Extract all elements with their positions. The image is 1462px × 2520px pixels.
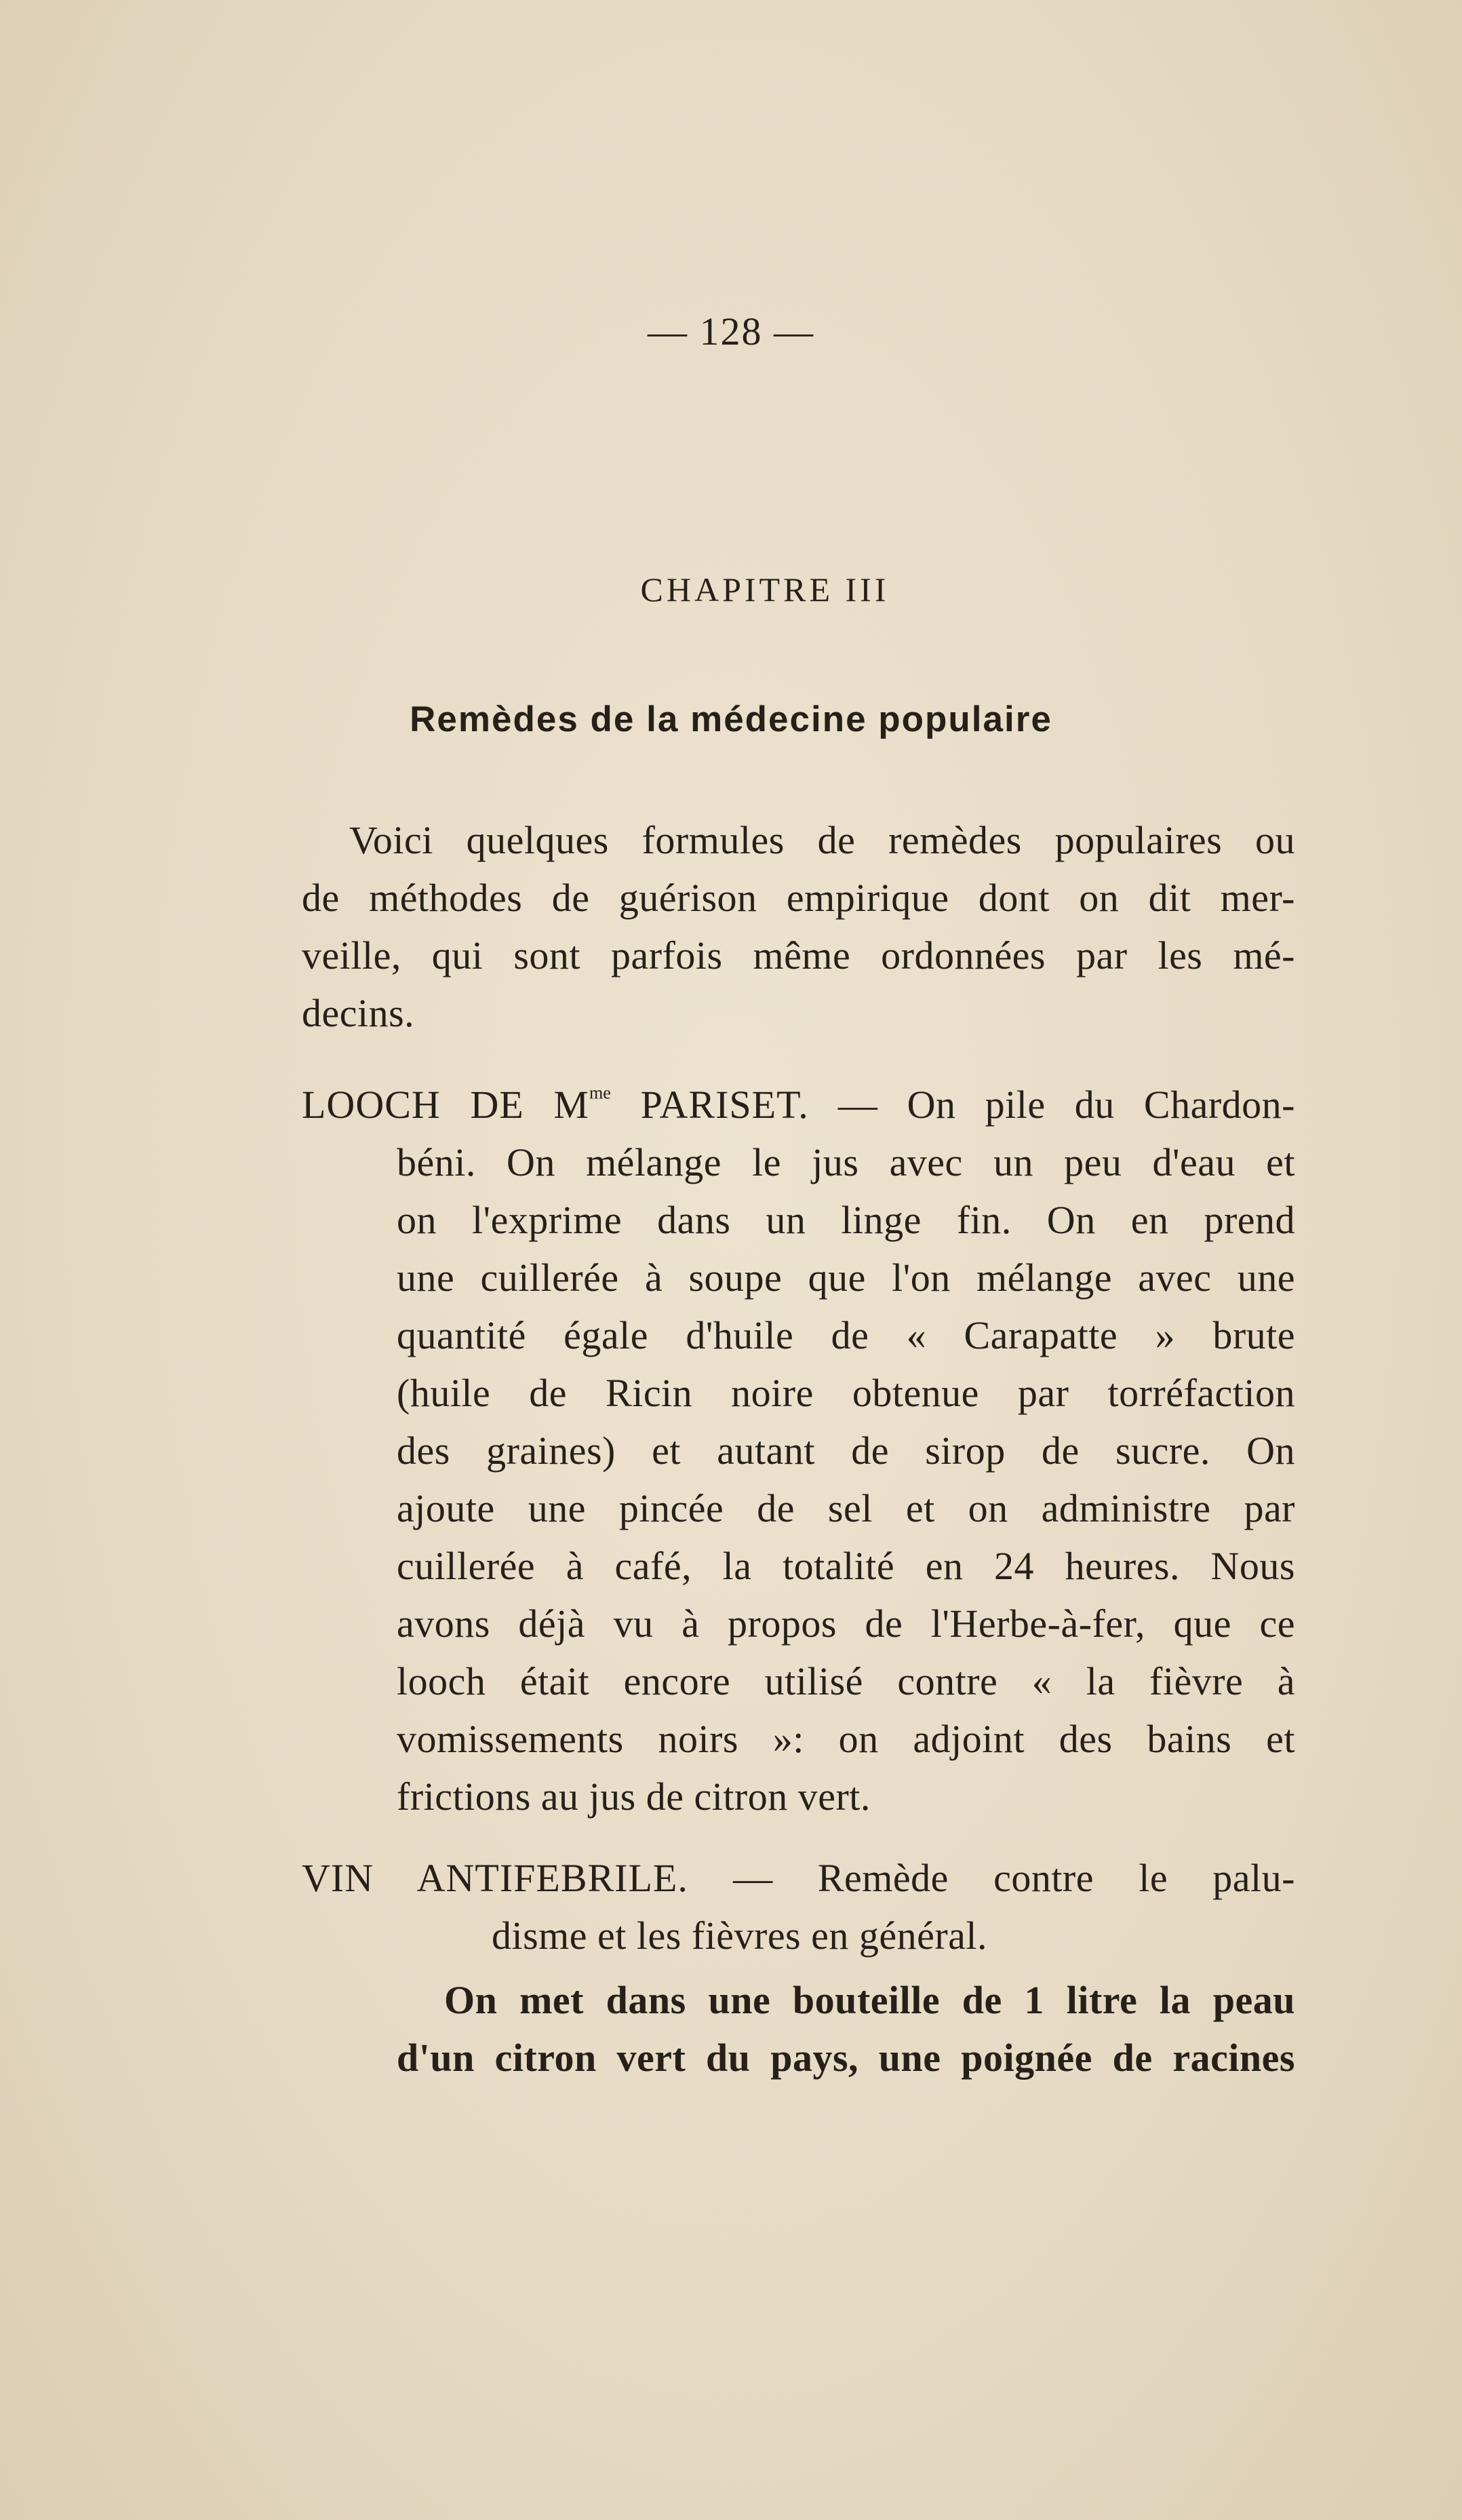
vin-para-line-1: On met dans une bouteille de 1 litre la peau <box>444 1978 1295 2022</box>
looch-line-2: béni. On mélange le jus avec un peu d'eau et <box>397 1140 1295 1184</box>
section-title: Remèdes de la médecine populaire <box>410 699 1052 739</box>
looch-line-3: on l'exprime dans un linge fin. On en prend <box>397 1198 1295 1242</box>
intro-line-4: decins. <box>302 991 415 1035</box>
looch-line-10: avons déjà vu à propos de l'Herbe-à-fer, que ce <box>397 1602 1295 1646</box>
looch-line-6: (huile de Ricin noire obtenue par torréfaction <box>397 1371 1295 1415</box>
looch-line-12: vomissements noirs »: on adjoint des bains et <box>397 1717 1295 1761</box>
chapter-heading: CHAPITRE III <box>640 570 890 608</box>
looch-line-4: une cuillerée à soupe que l'on mélange avec une <box>397 1256 1295 1300</box>
page-number: — 128 — <box>648 309 814 353</box>
looch-line-5: quantité égale d'huile de « Carapatte » brute <box>397 1313 1295 1357</box>
looch-line-13: frictions au jus de citron vert. <box>397 1775 871 1819</box>
looch-line-7: des graines) et autant de sirop de sucre. On <box>397 1429 1295 1473</box>
looch-term: LOOCH DE $M^{me}$ PARISET. <box>302 1083 809 1127</box>
looch-line-11: looch était encore utilisé contre « la fièvre à <box>397 1659 1295 1703</box>
looch-line-8: ajoute une pincée de sel et on administre par <box>397 1486 1295 1530</box>
looch-entry-first-line: LOOCH DE $M^{me}$ PARISET. — On pile du Chardon- <box>302 1083 1295 1127</box>
looch-line-9: cuillerée à café, la totalité en 24 heures. Nous <box>397 1544 1295 1588</box>
vin-line-2: disme et les fièvres en général. <box>492 1914 988 1958</box>
intro-line-1: Voici quelques formules de remèdes populaires ou <box>349 818 1295 862</box>
vin-term: VIN ANTIFEBRILE. <box>302 1856 688 1900</box>
vin-para-line-2: d'un citron vert du pays, une poignée de racines <box>397 2036 1295 2080</box>
intro-line-3: veille, qui sont parfois même ordonnées par les mé- <box>302 933 1295 977</box>
vin-entry-first-line: VIN ANTIFEBRILE. — Remède contre le palu- <box>302 1856 1295 1900</box>
intro-line-2: de méthodes de guérison empirique dont on dit mer- <box>302 876 1295 920</box>
